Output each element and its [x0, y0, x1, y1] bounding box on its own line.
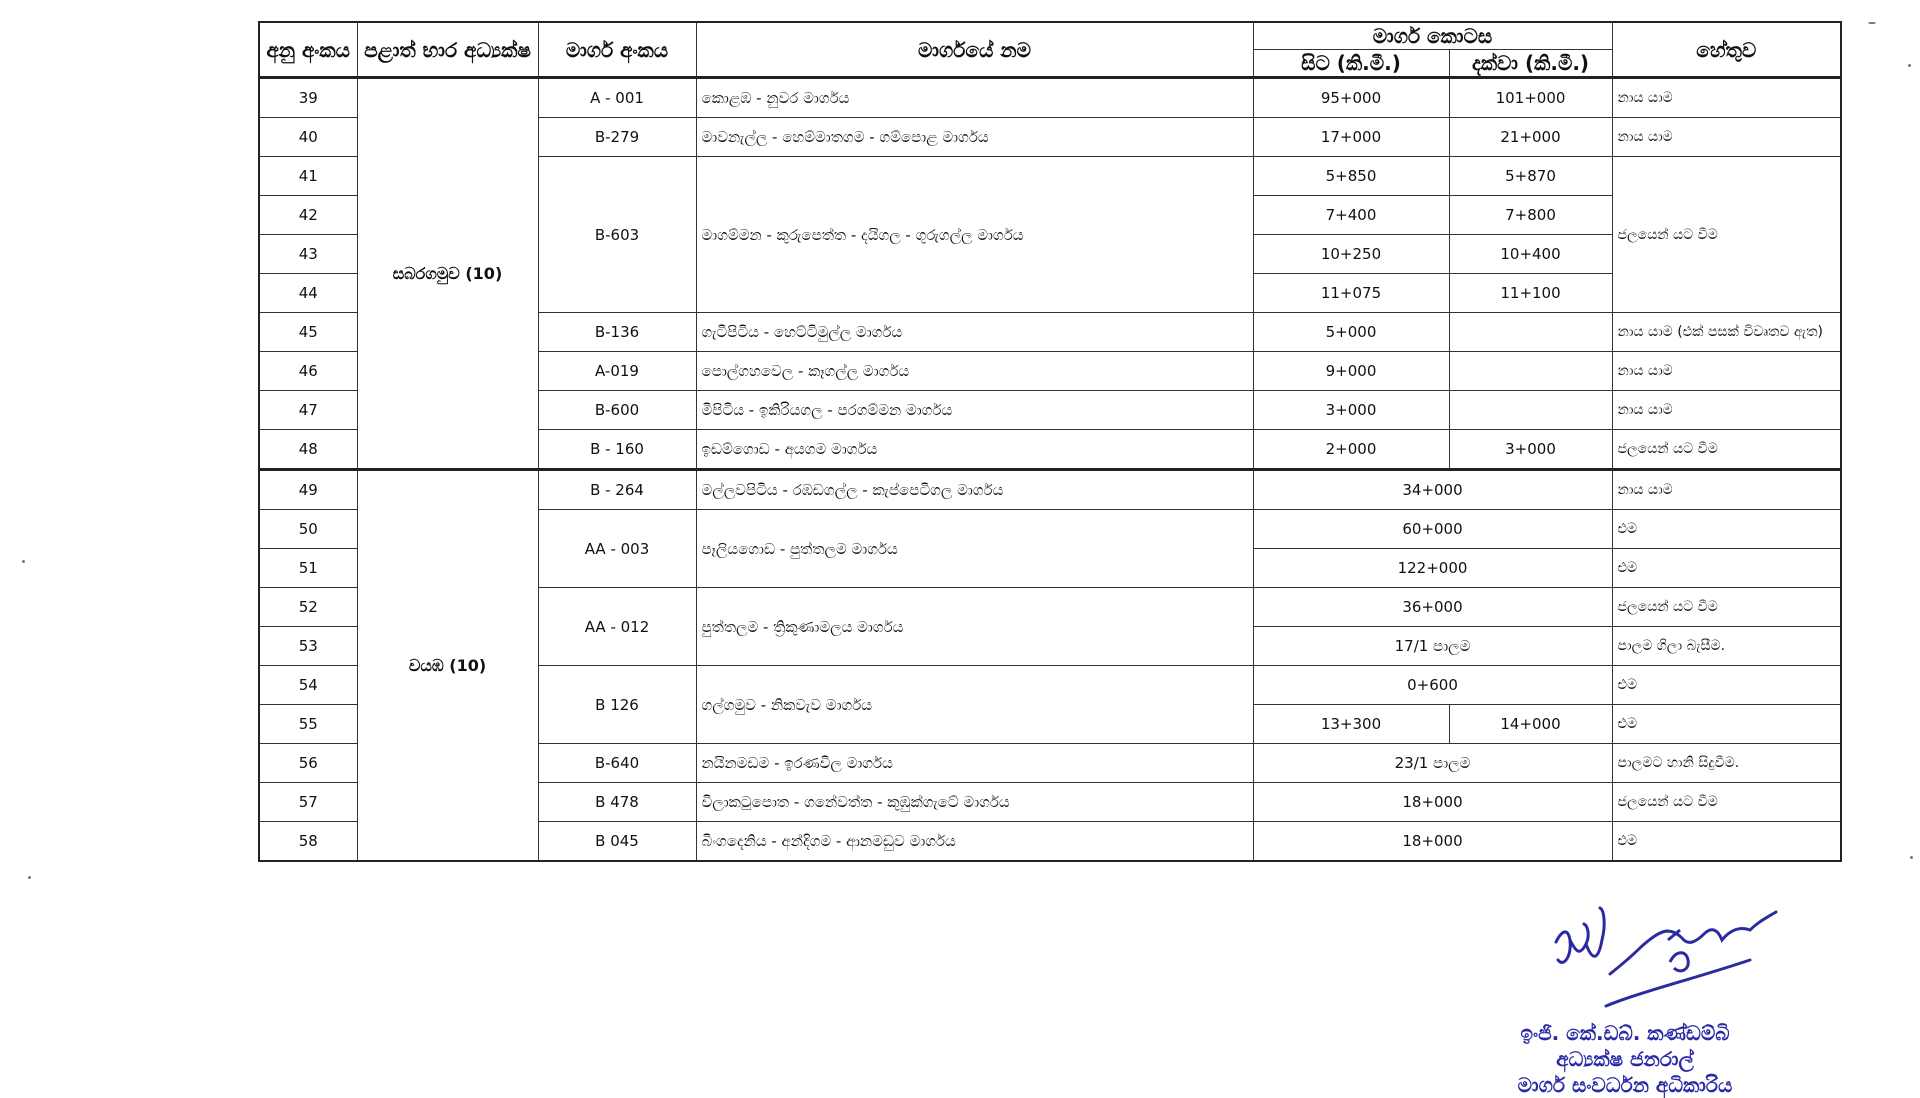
signatory-title: අධ්‍යක්ෂ ජනරාල් [1556, 1047, 1694, 1071]
reason: ජලයෙන් යට වීම [1612, 157, 1841, 313]
scan-speck [1910, 856, 1913, 859]
row-no: 46 [259, 352, 357, 391]
header-from: සිට (කි.මී.) [1253, 50, 1449, 78]
section-km: 0+600 [1253, 666, 1612, 705]
row-no: 41 [259, 157, 357, 196]
header-province: පළාත් භාර අධ්‍යක්ෂ [357, 22, 538, 78]
row-no: 51 [259, 549, 357, 588]
road-no: B - 264 [538, 470, 696, 510]
to-km [1449, 352, 1612, 391]
from-km: 3+000 [1253, 391, 1449, 430]
road-name: ගැටිපිටිය - හෙට්ටිමුල්ල මාර්ගය [696, 313, 1253, 352]
from-km: 10+250 [1253, 235, 1449, 274]
reason: නාය යාම [1612, 470, 1841, 510]
road-name: නයිනමඩම - ඉරණවිල මාර්ගය [696, 744, 1253, 783]
section-km: 23/1 පාලම [1253, 744, 1612, 783]
row-no: 50 [259, 510, 357, 549]
table-row [259, 78, 1841, 118]
to-km: 101+000 [1449, 78, 1612, 118]
table-row [259, 470, 1841, 510]
road-name: විලාකටුපොත - ගනේවත්ත - කුඹුක්ගැටේ මාර්ගය [696, 783, 1253, 822]
row-no: 54 [259, 666, 357, 705]
row-no: 39 [259, 78, 357, 118]
to-km: 10+400 [1449, 235, 1612, 274]
row-no: 44 [259, 274, 357, 313]
row-no: 49 [259, 470, 357, 510]
reason: එම [1612, 510, 1841, 549]
reason: පාලම ගිලා බැසීම. [1612, 627, 1841, 666]
road-name: පෑලියගොඩ - පුත්තලම මාර්ගය [696, 510, 1253, 588]
row-no: 52 [259, 588, 357, 627]
reason: එම [1612, 666, 1841, 705]
road-name: මල්ලවපිටිය - රඹඩගල්ල - කැප්පෙටිගල මාර්ගය [696, 470, 1253, 510]
from-km: 11+075 [1253, 274, 1449, 313]
reason: නාය යාම (එක් පසක් විවෘතව ඇත) [1612, 313, 1841, 352]
road-no: B 045 [538, 822, 696, 862]
reason: එම [1612, 705, 1841, 744]
reason: පාලමට හානි සිදුවීම. [1612, 744, 1841, 783]
reason: නාය යාම [1612, 118, 1841, 157]
road-name: බිංගදෙනිය - අන්දිගම - ආනමඩුව මාර්ගය [696, 822, 1253, 862]
signatory-block [1495, 1020, 1755, 1098]
road-no: B-136 [538, 313, 696, 352]
header-section: මාර්ග කොටස [1253, 22, 1612, 50]
scan-speck [22, 560, 25, 563]
to-km: 7+800 [1449, 196, 1612, 235]
to-km: 5+870 [1449, 157, 1612, 196]
reason: නාය යාම [1612, 391, 1841, 430]
from-km: 13+300 [1253, 705, 1449, 744]
road-no: B - 160 [538, 430, 696, 470]
row-no: 55 [259, 705, 357, 744]
header-no: අනු අංකය [259, 22, 357, 78]
road-no: B-603 [538, 157, 696, 313]
road-no: A - 001 [538, 78, 696, 118]
from-km: 7+400 [1253, 196, 1449, 235]
reason: නාය යාම [1612, 352, 1841, 391]
road-name: මීපිටිය - ඉකිරියගල - පරගම්මන මාර්ගය [696, 391, 1253, 430]
section-km: 36+000 [1253, 588, 1612, 627]
scan-speck [1908, 64, 1911, 67]
province-cell: සබරගමුව (10) [357, 78, 538, 470]
scan-speck [28, 876, 31, 879]
road-no: B 126 [538, 666, 696, 744]
from-km: 17+000 [1253, 118, 1449, 157]
from-km: 2+000 [1253, 430, 1449, 470]
section-km: 18+000 [1253, 783, 1612, 822]
road-no: AA - 012 [538, 588, 696, 666]
reason: නාය යාම [1612, 78, 1841, 118]
row-no: 40 [259, 118, 357, 157]
row-no: 42 [259, 196, 357, 235]
road-no: A-019 [538, 352, 696, 391]
section-km: 60+000 [1253, 510, 1612, 549]
road-name: පුත්තලම - ත්‍රිකුණාමලය මාර්ගය [696, 588, 1253, 666]
road-no: B-600 [538, 391, 696, 430]
reason: ජලයෙන් යට වීම [1612, 430, 1841, 470]
header-to: දක්වා (කි.මී.) [1449, 50, 1612, 78]
row-no: 43 [259, 235, 357, 274]
signatory-name: ඉංජි. කේ.ඩබ්. කණ්ඩම්බි [1520, 1021, 1730, 1045]
road-no: B-640 [538, 744, 696, 783]
province-cell: වයඹ (10) [357, 470, 538, 862]
scan-speck [1868, 22, 1876, 24]
from-km: 95+000 [1253, 78, 1449, 118]
section-km: 18+000 [1253, 822, 1612, 862]
from-km: 5+850 [1253, 157, 1449, 196]
row-no: 57 [259, 783, 357, 822]
road-name: මාවනැල්ල - හෙම්මාතගම - ගම්පොළ මාර්ගය [696, 118, 1253, 157]
road-name: පොල්ගහවෙල - කෑගල්ල මාර්ගය [696, 352, 1253, 391]
row-no: 53 [259, 627, 357, 666]
road-name: ඉඩම්ගොඩ - අයගම මාර්ගය [696, 430, 1253, 470]
from-km: 9+000 [1253, 352, 1449, 391]
reason: ජලයෙන් යට වීම [1612, 588, 1841, 627]
road-closure-table [258, 21, 1842, 862]
road-name: කොළඹ - නුවර මාර්ගය [696, 78, 1253, 118]
row-no: 47 [259, 391, 357, 430]
road-no: AA - 003 [538, 510, 696, 588]
header-road-name: මාර්ගයේ නම [696, 22, 1253, 78]
handwritten-signature [1550, 900, 1780, 1010]
header-reason: හේතුව [1612, 22, 1841, 78]
row-no: 45 [259, 313, 357, 352]
signatory-org: මාර්ග සංවර්ධන අධිකාරිය [1517, 1073, 1733, 1097]
row-no: 58 [259, 822, 357, 862]
road-no: B 478 [538, 783, 696, 822]
to-km: 11+100 [1449, 274, 1612, 313]
to-km [1449, 313, 1612, 352]
to-km [1449, 391, 1612, 430]
row-no: 56 [259, 744, 357, 783]
to-km: 14+000 [1449, 705, 1612, 744]
road-no: B-279 [538, 118, 696, 157]
header-road-no: මාර්ග අංකය [538, 22, 696, 78]
reason: එම [1612, 549, 1841, 588]
to-km: 21+000 [1449, 118, 1612, 157]
section-km: 122+000 [1253, 549, 1612, 588]
road-name: මාගම්මන - කුරුපෙත්ත - දයිගල - ගුරුගල්ල මාර්ගය [696, 157, 1253, 313]
section-km: 17/1 පාලම [1253, 627, 1612, 666]
row-no: 48 [259, 430, 357, 470]
to-km: 3+000 [1449, 430, 1612, 470]
reason: ජලයෙන් යට වීම [1612, 783, 1841, 822]
reason: එම [1612, 822, 1841, 862]
from-km: 5+000 [1253, 313, 1449, 352]
road-name: ගල්ගමුව - නිකවැව මාර්ගය [696, 666, 1253, 744]
section-km: 34+000 [1253, 470, 1612, 510]
